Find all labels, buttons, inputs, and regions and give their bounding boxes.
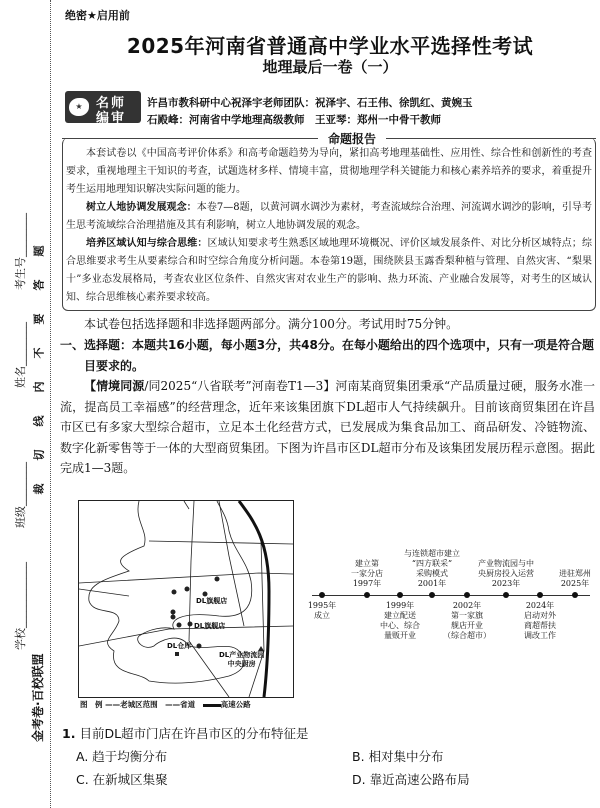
section-heading: 一、选择题：本题共16小题，每小题3分，共48分。在每小题给出的四个选项中，只有一项是符合题目要求的。 bbox=[60, 338, 594, 373]
warning-char: 切 bbox=[32, 449, 46, 461]
option-a[interactable]: A. 趋于均衡分布 bbox=[76, 749, 168, 764]
logistics-park-label: DL产业物流园 中央厨房 bbox=[219, 651, 265, 668]
school-label: 学校____________ bbox=[14, 562, 27, 650]
timeline-event: 2002年 第一家旗 舰店开业 （综合超市） bbox=[443, 601, 491, 640]
flagship-label-1: DL旗舰店 bbox=[196, 597, 228, 605]
warning-char: 答 bbox=[32, 279, 46, 291]
warning-char: 线 bbox=[32, 415, 46, 427]
warning-char: 题 bbox=[32, 245, 46, 257]
timeline-event: 产业物流园与中 央厨房投入运营 2023年 bbox=[478, 559, 534, 588]
editor-line-1: 许昌市教科研中心祝泽宇老师团队：祝泽宇、石王伟、徐凯红、黄婉玉 bbox=[147, 97, 473, 109]
timeline-dot bbox=[464, 592, 470, 598]
warning-char: 裁 bbox=[32, 483, 46, 495]
warning-char: 不 bbox=[32, 347, 46, 359]
supermarket-map bbox=[78, 500, 294, 698]
intro-text: 本试卷包括选择题和非选择题两部分。满分100分。考试用时75分钟。 bbox=[84, 317, 459, 331]
report-paragraph-3: 培养区域认知与综合思维：区域认知要求考生熟悉区域地理环境概况、评价区域发展条件、对比分析区域特点；综合思维要求考生从要素综合和时空综合角度分析问题。本卷第19题，围绕陕县玉露香梨种植与管理、自然灾害、“梨果十”多业态发展格局，考查农业区位条件、自然灾害对农业生产的影响、热力环流、产业融合发展等，对考生的区域认知、综合思维核心素养要求较高。 bbox=[66, 238, 593, 303]
timeline-dot bbox=[503, 592, 509, 598]
option-b[interactable]: B. 相对集中分布 bbox=[352, 749, 444, 764]
class-label: 班级________ bbox=[14, 462, 27, 528]
timeline-dot bbox=[397, 592, 403, 598]
warning-char: 要 bbox=[32, 313, 46, 325]
timeline-event: 1995年 成立 bbox=[307, 601, 337, 620]
badge-bottom-text: 编审 bbox=[96, 111, 127, 126]
editor-line-2: 石殿峰：河南省中学地理高级教师 王亚琴：郑州一中骨干教师 bbox=[147, 114, 441, 126]
secret-label: 绝密★启用前 bbox=[65, 9, 130, 22]
timeline-event: 建立第 一家分店 1997年 bbox=[351, 559, 383, 588]
timeline-dot bbox=[572, 592, 578, 598]
option-d[interactable]: D. 靠近高速公路布局 bbox=[352, 772, 470, 787]
timeline-event: 2024年 启动对外 商超帮扶 调改工作 bbox=[524, 601, 556, 640]
timeline-event: 1999年 建立配送 中心、综合 量贩开业 bbox=[380, 601, 420, 640]
map-legend: 图 例 ——老城区范围 ——省道 高速公路 bbox=[80, 700, 251, 709]
timeline-event: 与连锁超市建立 “四方联采” 采购模式 2001年 bbox=[404, 549, 460, 588]
exam-title: 2025年河南省普通高中学业水平选择性考试 bbox=[126, 34, 534, 58]
report-paragraph-2: 树立人地协调发展观念：本卷7—8题，以黄河调水调沙为素材，考查流域综合治理、河流调水调沙的影响，引导考生思考流域综合治理措施及其有利影响，树立人地协调发展的观念。 bbox=[66, 202, 592, 231]
report-heading: 命题报告 bbox=[318, 130, 386, 147]
timeline-event: 进驻郑州 2025年 bbox=[559, 569, 591, 588]
brand-label: 金考卷·百校联盟 bbox=[31, 653, 45, 742]
report-paragraph-1: 本套试卷以《中国高考评价体系》和高考命题趋势为导向，紧扣高考地理基础性、应用性、综合性和创新性的考查要求，重视地理主干知识的考查，试题选材多样、情境丰富，贯彻地理学科关键能力和核心素养培养的要求，着重提升考生运用地理知识解决实际问题的能力。 bbox=[66, 148, 592, 195]
exam-subtitle: 地理最后一卷（一） bbox=[262, 58, 398, 76]
warning-char: 内 bbox=[32, 381, 46, 393]
exam-number-label: 考生号________ bbox=[14, 213, 27, 290]
binding-cut-line bbox=[50, 0, 51, 808]
timeline-axis bbox=[312, 595, 590, 596]
editor-badge bbox=[65, 91, 141, 126]
passage: 【情境同源/同2025“八省联考”河南卷T1—3】河南某商贸集团秉承“产品质量过硬，服务水准一流，提高员工幸福感”的经营理念，近年来该集团旗下DL超市人气持续飙升。目前该商贸集团在许昌市区已有多家大型综合超市，立足本土化经营方式，已发展成为集食品加工、商品研发、冷链物流、数字化新零售等于一体的大型商贸集团。下图为许昌市区DL超市分布及该集团发展历程示意图。据此完成1—3题。 bbox=[60, 379, 595, 475]
question-1-stem: 1. 目前DL超市门店在许昌市区的分布特征是 bbox=[62, 726, 309, 741]
name-label: 姓名________ bbox=[14, 322, 27, 388]
timeline-dot bbox=[364, 592, 370, 598]
badge-top-text: 名师 bbox=[96, 96, 127, 111]
timeline-dot bbox=[537, 592, 543, 598]
warehouse-label: DL仓库 bbox=[167, 642, 192, 650]
timeline-dot bbox=[429, 592, 435, 598]
map-icon: ★ bbox=[69, 98, 89, 116]
option-c[interactable]: C. 在新城区集聚 bbox=[76, 772, 168, 787]
flagship-label-2: DL旗舰店 bbox=[194, 622, 226, 630]
timeline-dot bbox=[319, 592, 325, 598]
report-body bbox=[66, 145, 592, 307]
